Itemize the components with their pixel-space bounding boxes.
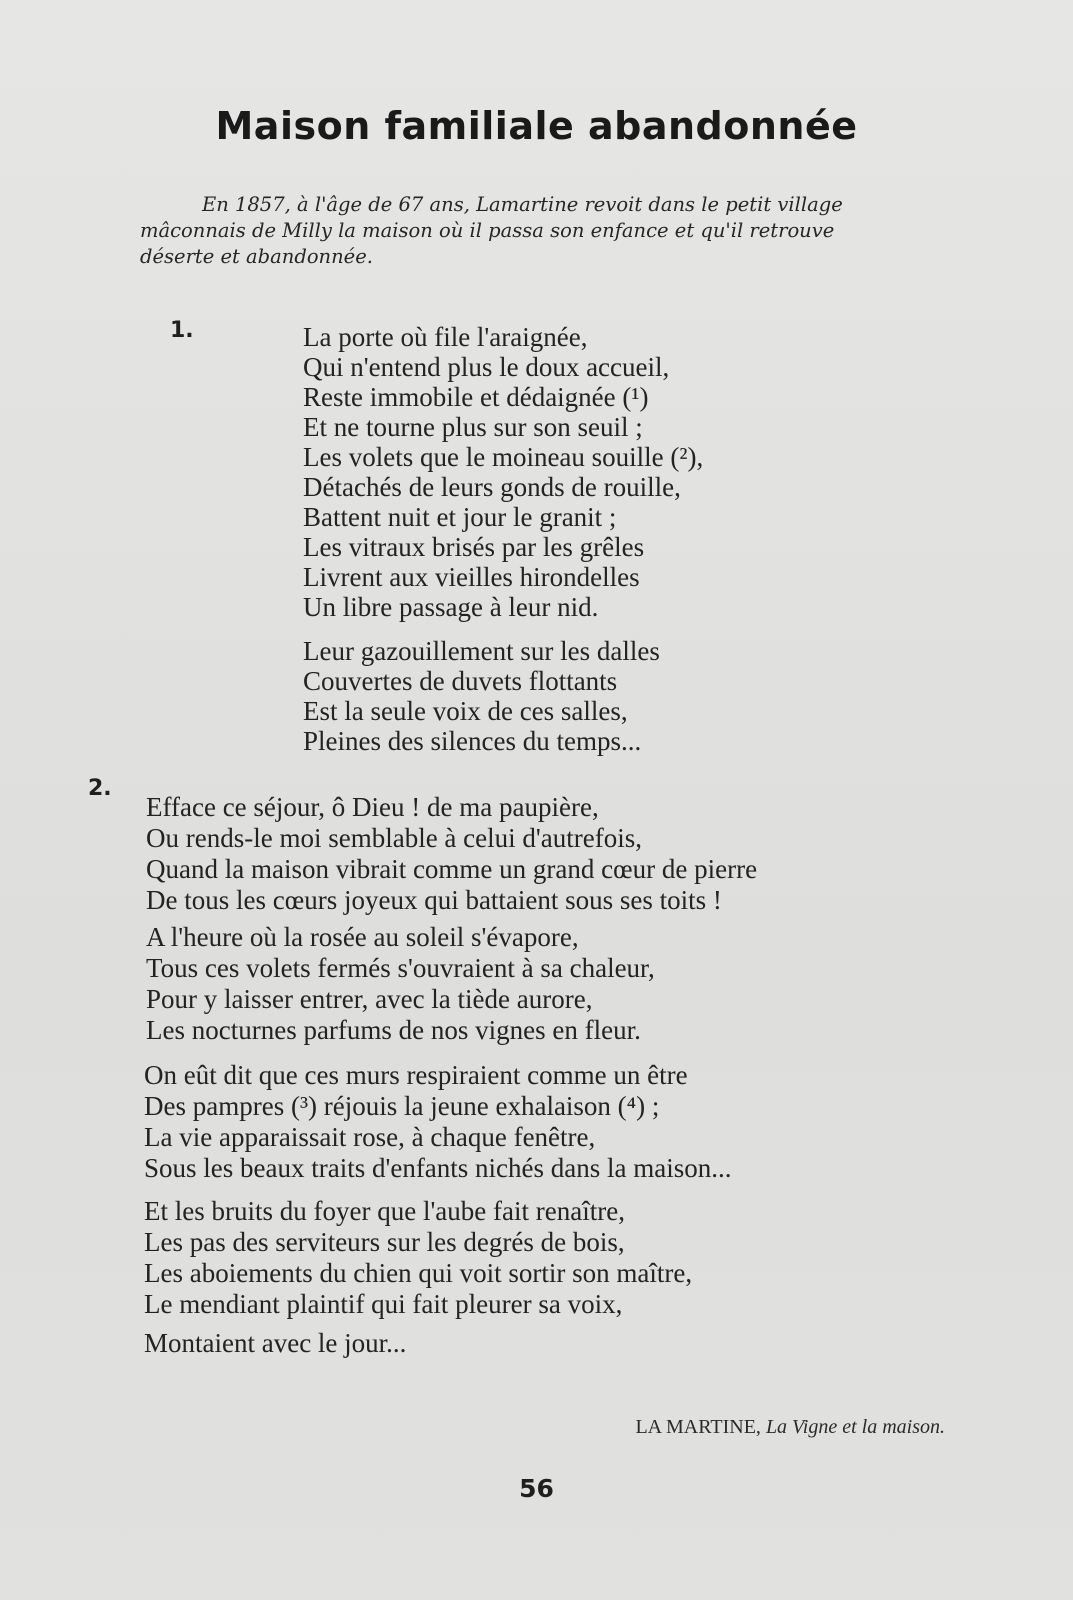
verse-line: Couvertes de duvets flottants [303, 666, 618, 696]
verse-line: Est la seule voix de ces salles, [303, 696, 628, 726]
verse-line: Montaient avec le jour... [144, 1328, 407, 1358]
section-number-1: 1. [170, 318, 194, 343]
verse-line: Pleines des silences du temps... [303, 726, 642, 756]
verse-line: Qui n'entend plus le doux accueil, [303, 352, 670, 382]
intro-line: déserte et abandonnée. [140, 245, 373, 268]
verse-line: Ou rends-le moi semblable à celui d'autrefois, [146, 823, 642, 853]
verse-line: Quand la maison vibrait comme un grand cœur de pierre [146, 854, 758, 884]
verse-line: De tous les cœurs joyeux qui battaient sous ses toits ! [146, 885, 722, 915]
stanza-1-1 [303, 322, 703, 622]
verse-line: Les vitraux brisés par les grêles [303, 532, 645, 562]
verse-line: La porte où file l'araignée, [303, 322, 588, 352]
verse-line: Tous ces volets fermés s'ouvraient à sa chaleur, [146, 953, 655, 983]
page-title: Maison familiale abandonnée [215, 104, 858, 148]
stanza-1-2 [303, 636, 660, 756]
intro-line: En 1857, à l'âge de 67 ans, Lamartine revoit dans le petit village [202, 193, 843, 216]
verse-line: Battent nuit et jour le granit ; [303, 502, 617, 532]
verse-line: Le mendiant plaintif qui fait pleurer sa voix, [144, 1289, 623, 1319]
stanza-2-3 [144, 1060, 732, 1184]
verse-line: On eût dit que ces murs respiraient comme un être [144, 1060, 688, 1090]
intro-line: mâconnais de Milly la maison où il passa son enfance et qu'il retrouve [140, 219, 835, 242]
verse-line: Les nocturnes parfums de nos vignes en fleur. [146, 1015, 641, 1045]
stanza-2-4 [144, 1196, 692, 1320]
section-number-2: 2. [88, 776, 112, 801]
verse-line: Livrent aux vieilles hirondelles [303, 562, 640, 592]
stanza-2-2 [146, 922, 655, 1046]
verse-line: Efface ce séjour, ô Dieu ! de ma paupière, [146, 792, 599, 822]
verse-line: Pour y laisser entrer, avec la tiède aurore, [146, 984, 593, 1014]
verse-line: A l'heure où la rosée au soleil s'évapore, [146, 922, 579, 952]
verse-line: Les aboiements du chien qui voit sortir son maître, [144, 1258, 693, 1288]
verse-line: Et ne tourne plus sur son seuil ; [303, 412, 643, 442]
verse-line: Reste immobile et dédaignée (¹) [303, 382, 649, 412]
verse-line: Leur gazouillement sur les dalles [303, 636, 660, 666]
verse-line: Un libre passage à leur nid. [303, 592, 599, 622]
stanza-2-1 [146, 792, 757, 916]
verse-line: Les pas des serviteurs sur les degrés de bois, [144, 1227, 625, 1257]
verse-line: Détachés de leurs gonds de rouille, [303, 472, 681, 502]
verse-line: Sous les beaux traits d'enfants nichés dans la maison... [144, 1153, 732, 1183]
intro-paragraph [140, 192, 955, 270]
page-number: 56 [519, 1474, 554, 1503]
verse-line: Les volets que le moineau souille (²), [303, 442, 704, 472]
stanza-2-5 [144, 1328, 406, 1359]
verse-line: Des pampres (³) réjouis la jeune exhalaison (⁴) ; [144, 1091, 660, 1121]
attribution-work: La Vigne et la maison. [765, 1416, 945, 1438]
attribution [635, 1416, 945, 1439]
verse-line: La vie apparaissait rose, à chaque fenêtre, [144, 1122, 596, 1152]
attribution-author: LA MARTINE, [635, 1416, 761, 1438]
verse-line: Et les bruits du foyer que l'aube fait renaître, [144, 1196, 625, 1226]
